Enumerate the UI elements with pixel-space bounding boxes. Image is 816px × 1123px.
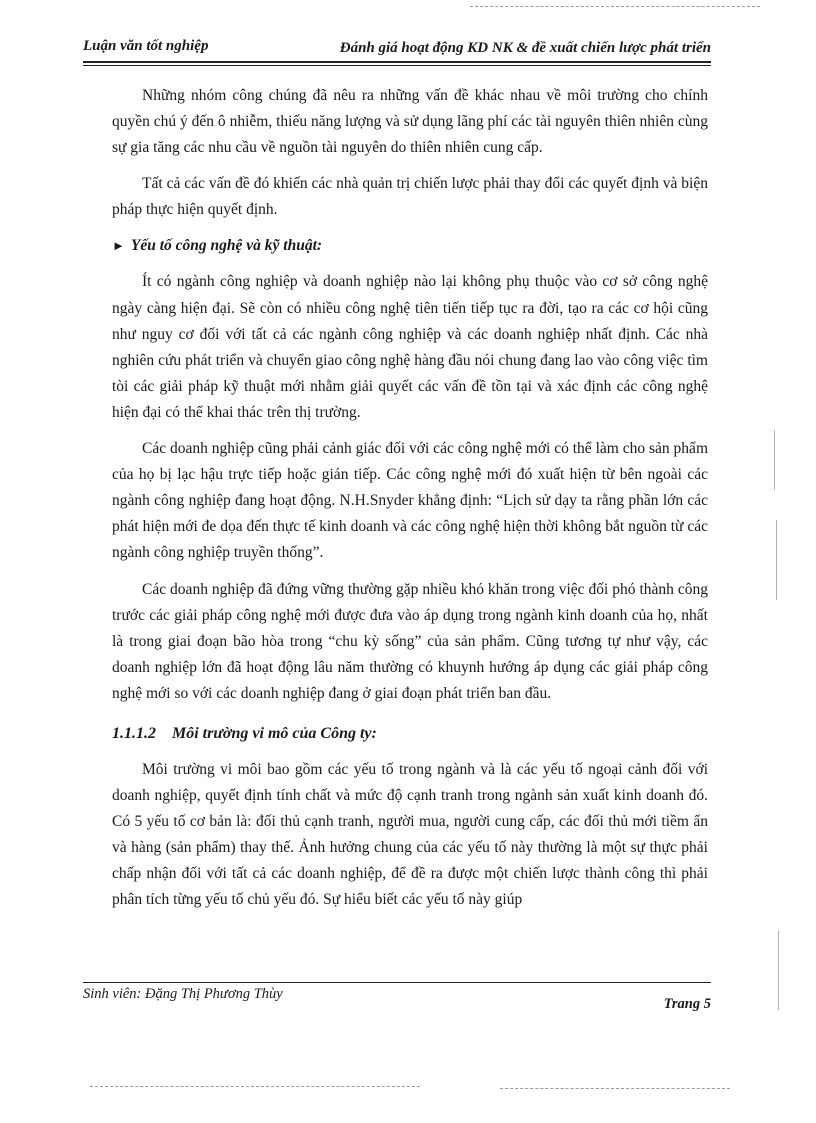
header-topic-title: Đánh giá hoạt động KD NK & đề xuất chiến lược phát triển xyxy=(339,40,711,56)
scan-artifact-margin-1 xyxy=(774,430,775,490)
scan-artifact-top xyxy=(470,6,760,7)
paragraph-technology-dependence: Ít có ngành công nghiệp và doanh nghiệp nào lại không phụ thuộc vào cơ sở công nghệ ngày càng hiện đại. Sẽ còn có nhiều công nghệ tiên tiến tiếp tục ra đời, tạo ra các cơ hội cũng như nguy cơ đối với tất cả các ngành công nghiệp và các doanh nghiệp nhất định. Các nhà nghiên cứu phát triển và chuyển giao công nghệ hàng đầu nói chung đang lao vào công việc tìm tòi các giải pháp kỹ thuật mới nhằm giải quyết các vấn đề tồn tại và xác định các công nghệ hiện đại có thể khai thác trên thị trường. xyxy=(112,273,708,421)
scan-artifact-margin-2 xyxy=(776,520,777,600)
triangle-bullet-icon: ► xyxy=(112,238,125,254)
paragraph-technology-vigilance: Các doanh nghiệp cũng phải cảnh giác đối với các công nghệ mới có thể làm cho sản phẩm của họ bị lạc hậu trực tiếp hoặc gián tiếp. Các công nghệ mới đó xuất hiện từ bên ngoài các ngành công nghiệp đang hoạt động. N.H.Snyder khẳng định: “Lịch sử dạy ta rằng phần lớn các phát hiện mới đe dọa đến thực tế kinh doanh và các công nghệ hiện thời không bắt nguồn từ các ngành công nghiệp truyền thống”. xyxy=(112,440,708,562)
header-thesis-title: Luận văn tốt nghiệp xyxy=(83,38,209,54)
footer-student-name: Sinh viên: Đặng Thị Phương Thùy xyxy=(83,986,283,1002)
paragraph-environment-concerns: Những nhóm công chúng đã nêu ra những vấn đề khác nhau về môi trường cho chính quyền chú ý đến ô nhiễm, thiếu năng lượng và sử dụng lãng phí các tài nguyên thiên nhiên cùng sự gia tăng các nhu cầu về nguồn tài nguyên do thiên nhiên cung cấp. xyxy=(112,87,708,157)
scan-artifact-bottom-left xyxy=(90,1086,420,1087)
scan-artifact-margin-3 xyxy=(778,930,779,1010)
page-body xyxy=(112,83,708,924)
header-rule-thick xyxy=(83,61,711,63)
section-number: 1.1.1.2 xyxy=(112,724,156,742)
paragraph-technology-adoption: Các doanh nghiệp đã đứng vững thường gặp nhiều khó khăn trong việc đối phó thành công trước các giải pháp công nghệ mới được đưa vào áp dụng trong ngành kinh doanh của họ, nhất là trong giai đoạn bão hòa trong “chu kỳ sống” của sản phẩm. Cũng tương tự như vậy, các doanh nghiệp lớn đã hoạt động lâu năm thường có khuynh hướng áp dụng các giải pháp công nghệ mới so với các doanh nghiệp đang ở giai đoạn phát triển ban đầu. xyxy=(112,580,708,702)
footer-rule xyxy=(83,982,711,983)
scan-artifact-bottom-right xyxy=(500,1088,730,1089)
header-rule-thin xyxy=(83,65,711,66)
page-header xyxy=(83,36,711,60)
paragraph-strategy-change: Tất cả các vấn đề đó khiến các nhà quản trị chiến lược phải thay đổi các quyết định và biện pháp thực hiện quyết định. xyxy=(112,175,708,219)
footer-page-number: Trang 5 xyxy=(663,996,711,1012)
section-title: Môi trường vi mô của Công ty: xyxy=(172,724,377,742)
heading-micro-environment xyxy=(112,721,708,747)
heading-technology-factor xyxy=(112,233,708,259)
paragraph-micro-environment: Môi trường vi môi bao gồm các yếu tố trong ngành và là các yếu tố ngoại cảnh đối với doanh nghiệp, quyết định tính chất và mức độ cạnh tranh trong ngành sản xuất kinh doanh đó. Có 5 yếu tố cơ bản là: đối thủ cạnh tranh, người mua, người cung cấp, các đối thủ mới tiềm ẩn và hàng (sản phẩm) thay thế. Ảnh hưởng chung của các yếu tố này thường là một sự thực phải chấp nhận đối với tất cả các doanh nghiệp, để đề ra được một chiến lược thành công thì phải phân tích từng yếu tố chủ yếu đó. Sự hiểu biết các yếu tố này giúp xyxy=(112,760,708,909)
heading-technology-text: Yếu tố công nghệ và kỹ thuật: xyxy=(130,237,323,255)
